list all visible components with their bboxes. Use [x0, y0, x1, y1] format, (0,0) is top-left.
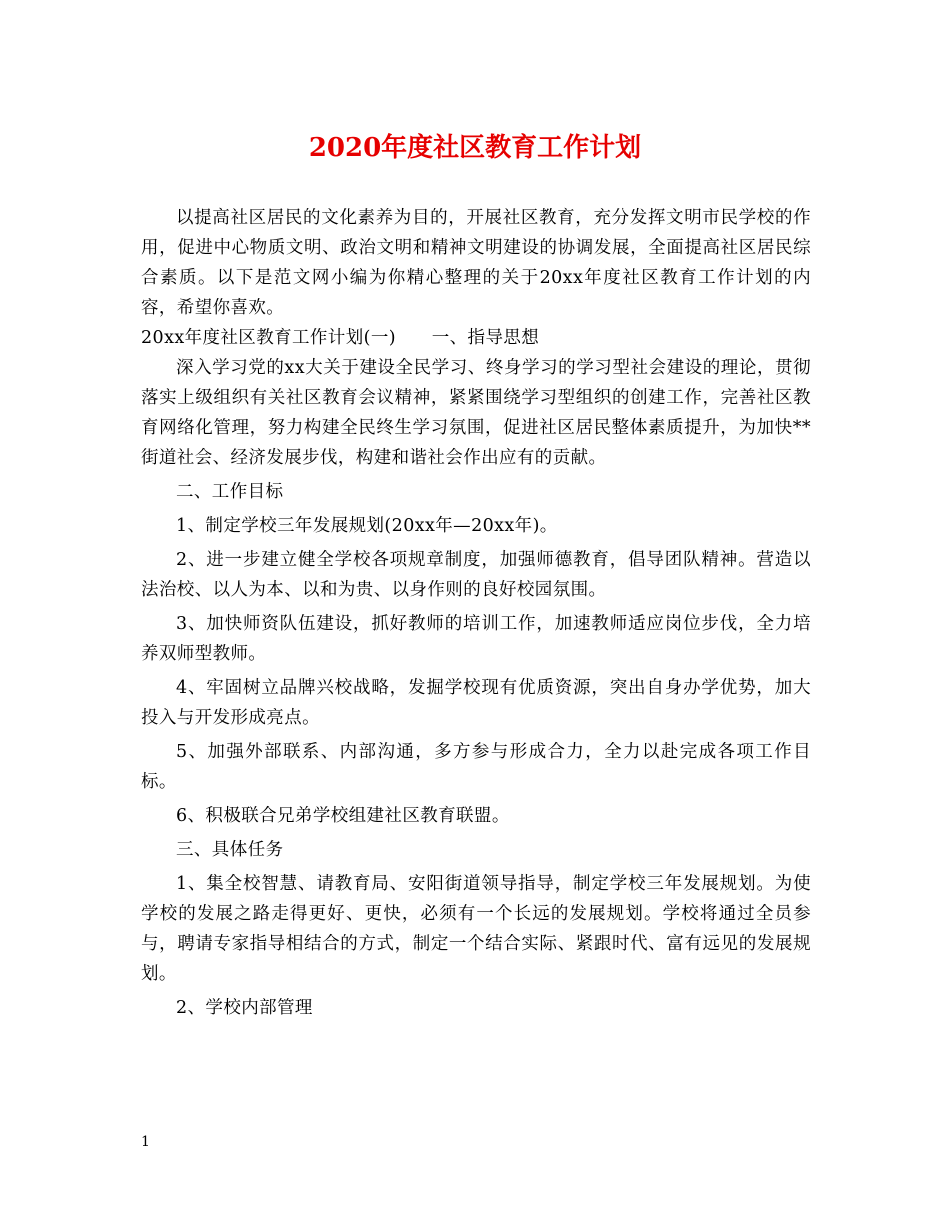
document-body: [141, 203, 811, 1023]
paragraph-goal-5: 5、加强外部联系、内部沟通，多方参与形成合力，全力以赴完成各项工作目标。: [141, 742, 811, 792]
paragraph-goal-4: 4、牢固树立品牌兴校战略，发掘学校现有优质资源，突出自身办学优势，加大投入与开发形成亮点。: [141, 678, 811, 728]
paragraph-guiding-ideology: 深入学习党的xx大关于建设全民学习、终身学习的学习型社会建设的理论，贯彻落实上级组织有关社区教育会议精神，紧紧围绕学习型组织的创建工作，完善社区教育网络化管理，努力构建全民终生学习氛围，促进社区居民整体素质提升，为加快**街道社会、经济发展步伐，构建和谐社会作出应有的贡献。: [141, 358, 811, 468]
paragraph-plan-heading: 20xx年度社区教育工作计划(一) 一、指导思想: [141, 328, 540, 348]
paragraph-goal-3: 3、加快师资队伍建设，抓好教师的培训工作，加速教师适应岗位步伐，全力培养双师型教师。: [141, 614, 811, 664]
paragraph-intro: 以提高社区居民的文化素养为目的，开展社区教育，充分发挥文明市民学校的作用，促进中心物质文明、政治文明和精神文明建设的协调发展，全面提高社区居民综合素质。以下是范文网小编为你精心整理的关于20xx年度社区教育工作计划的内容，希望你喜欢。: [141, 208, 811, 318]
page-number: 1: [141, 1134, 150, 1150]
paragraph-task-1: 1、集全校智慧、请教育局、安阳街道领导指导，制定学校三年发展规划。为使学校的发展之路走得更好、更快，必须有一个长远的发展规划。学校将通过全员参与，聘请专家指导相结合的方式，制定一个结合实际、紧跟时代、富有远见的发展规划。: [141, 874, 811, 984]
paragraph-goal-2: 2、进一步建立健全学校各项规章制度，加强师德教育，倡导团队精神。营造以法治校、以人为本、以和为贵、以身作则的良好校园氛围。: [141, 550, 811, 600]
document-title: 2020年度社区教育工作计划: [308, 133, 642, 163]
paragraph-goal-1: 1、制定学校三年发展规划(20xx年—20xx年)。: [176, 516, 558, 536]
paragraph-task-2: 2、学校内部管理: [176, 998, 313, 1018]
paragraph-goal-6: 6、积极联合兄弟学校组建社区教育联盟。: [176, 806, 510, 826]
section-heading-specific-tasks: 三、具体任务: [176, 840, 284, 860]
section-heading-work-goals: 二、工作目标: [176, 482, 284, 502]
